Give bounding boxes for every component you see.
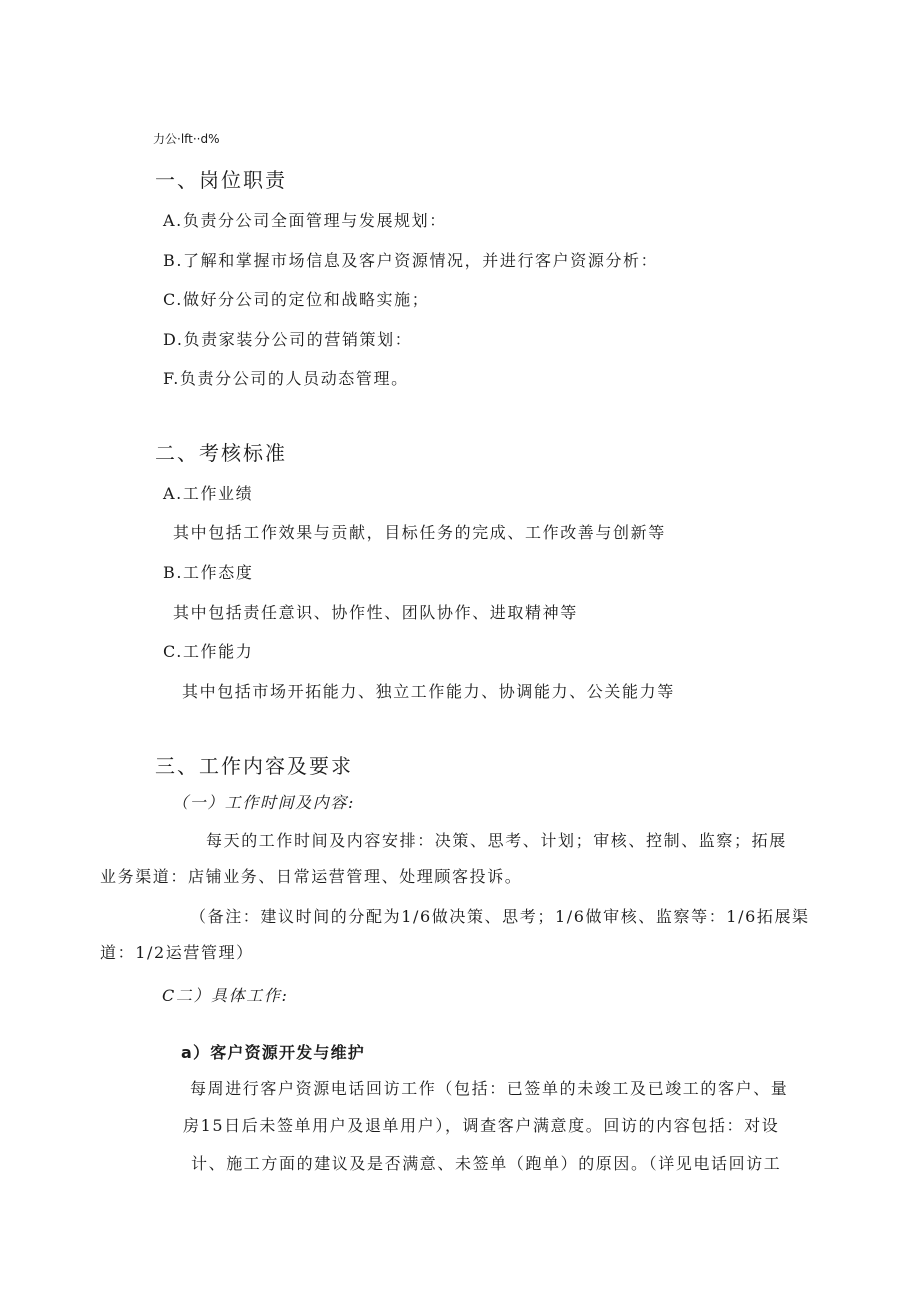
task-a-heading: a）客户资源开发与维护 [181,1043,365,1062]
work-schedule-line-1: 每天的工作时间及内容安排：决策、思考、计划；审核、控制、监察；拓展 [206,831,787,850]
criteria-c-desc: 其中包括市场开拓能力、独立工作能力、协调能力、公关能力等 [182,682,675,701]
task-a-line-3: 计、施工方面的建议及是否满意、未签单（跑单）的原因。（详见电话回访工 [191,1154,782,1173]
note-line-1: （备注：建议时间的分配为1/6做决策、思考；1/6做审核、监察等：1/6拓展渠 [190,907,810,926]
section-3-title: 三、工作内容及要求 [155,754,353,778]
duty-item-f: F.负责分公司的人员动态管理。 [163,369,409,388]
task-a-line-2: 房15日后未签单用户及退单用户），调查客户满意度。回访的内容包括：对设 [183,1116,780,1135]
work-schedule-line-2: 业务渠道：店铺业务、日常运营管理、处理顾客投诉。 [100,867,523,886]
duty-item-c: C.做好分公司的定位和战略实施； [163,290,430,309]
duty-item-b: B.了解和掌握市场信息及客户资源情况，并进行客户资源分析： [163,251,659,270]
section-2-title: 二、考核标准 [155,441,287,465]
subsection-2-title: C二）具体工作: [162,986,289,1005]
criteria-c-title: C.工作能力 [163,642,254,661]
subsection-1-title: （一）工作时间及内容: [172,793,355,812]
duty-item-d: D.负责家装分公司的营销策划： [163,330,413,349]
section-1-title: 一、岗位职责 [155,168,287,192]
note-line-2: 道：1/2运营管理） [100,943,254,962]
task-a-line-1: 每周进行客户资源电话回访工作（包括：已签单的未竣工及已竣工的客户、量 [190,1079,789,1098]
criteria-a-desc: 其中包括工作效果与贡献，目标任务的完成、工作改善与创新等 [173,523,666,542]
criteria-b-desc: 其中包括责任意识、协作性、团队协作、进取精神等 [173,603,578,622]
criteria-a-title: A.工作业绩 [163,484,254,503]
page-header: 力公·lft··d% [153,132,220,146]
duty-item-a: A.负责分公司全面管理与发展规划： [163,211,447,230]
criteria-b-title: B.工作态度 [163,563,254,582]
